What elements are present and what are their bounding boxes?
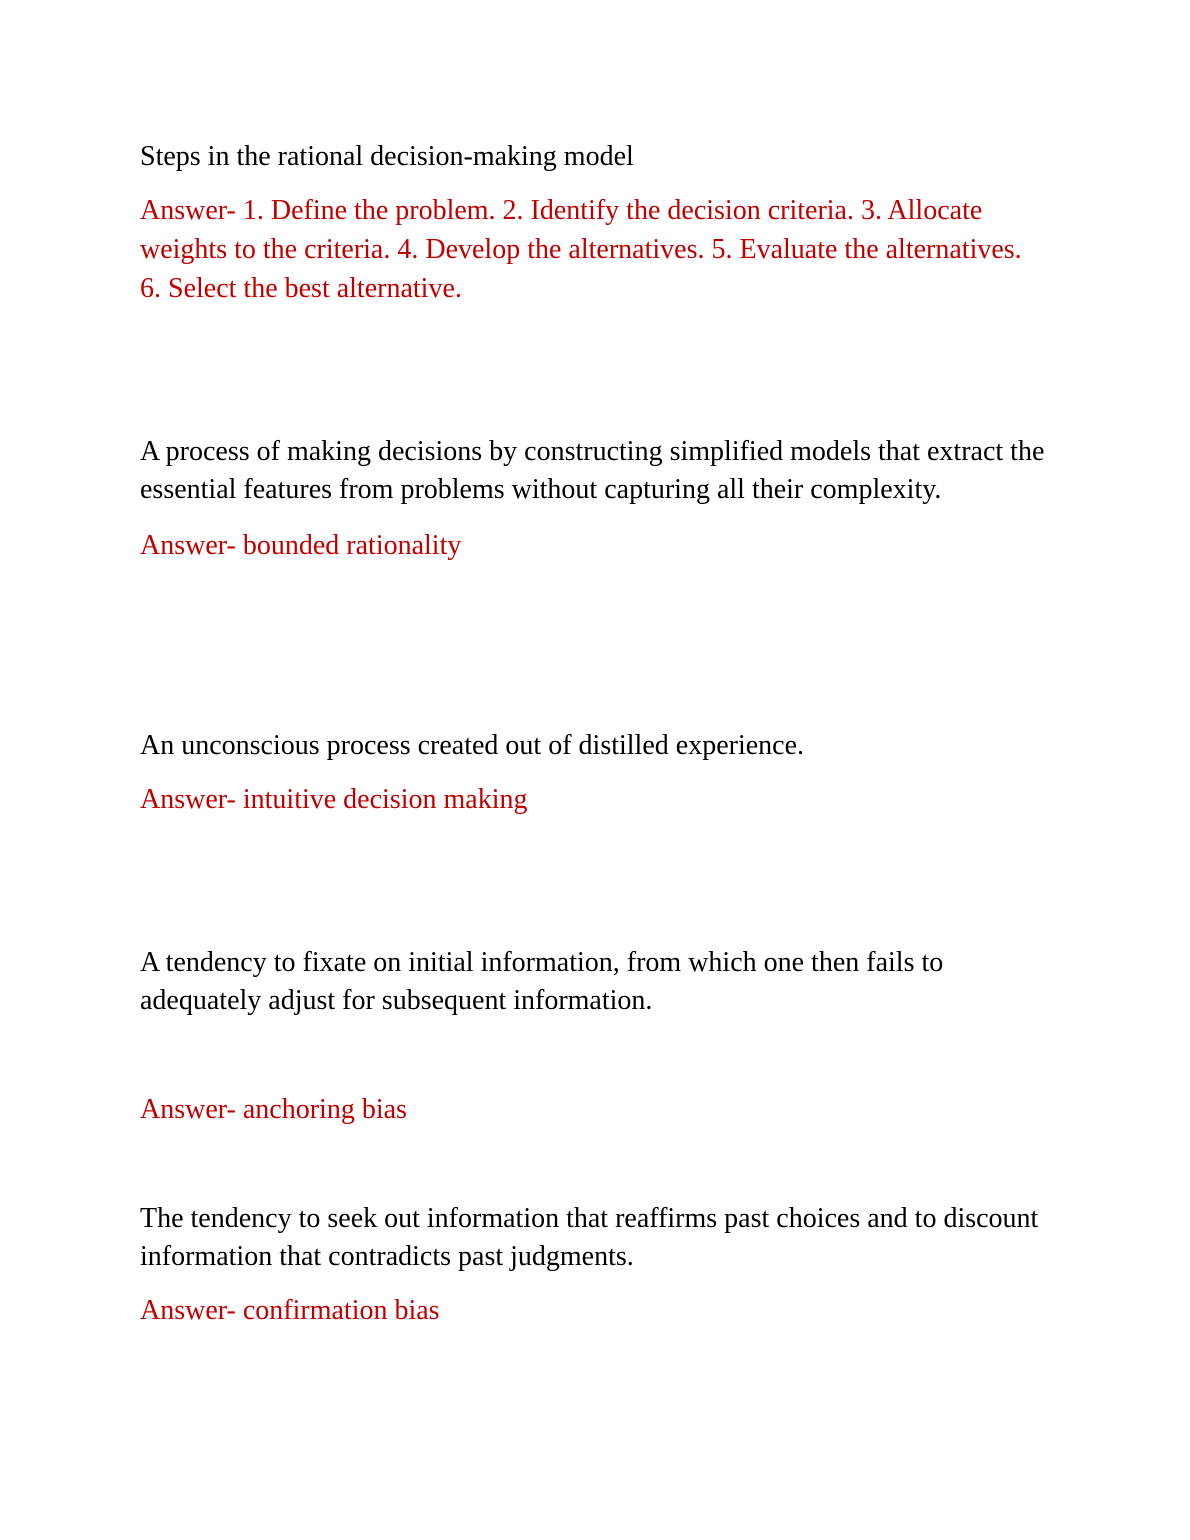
qa-item <box>140 433 1045 565</box>
answer-text: Answer- intuitive decision making <box>140 784 528 815</box>
qa-item <box>140 1200 1045 1330</box>
question-text: An unconscious process created out of distilled experience. <box>140 730 805 761</box>
answer-text: Answer- confirmation bias <box>140 1295 440 1326</box>
question-text: The tendency to seek out information that reaffirms past choices and to discount information that contradicts past judgments. <box>140 1203 1039 1272</box>
qa-item <box>140 727 1045 819</box>
qa-item <box>140 944 1045 1129</box>
question-text: A tendency to fixate on initial information, from which one then fails to adequately adjust for subsequent information. <box>140 947 944 1016</box>
question-text: A process of making decisions by constructing simplified models that extract the essential features from problems without capturing all their complexity. <box>140 436 1045 505</box>
answer-text: Answer- bounded rationality <box>140 530 462 561</box>
qa-item <box>140 138 1045 308</box>
answer-text: Answer- anchoring bias <box>140 1094 407 1125</box>
answer-text: Answer- 1. Define the problem. 2. Identify the decision criteria. 3. Allocate weights to the criteria. 4. Develop the alternatives. 5. Evaluate the alternatives. 6. Select the best alternative. <box>140 195 1022 304</box>
question-text: Steps in the rational decision-making model <box>140 141 634 172</box>
